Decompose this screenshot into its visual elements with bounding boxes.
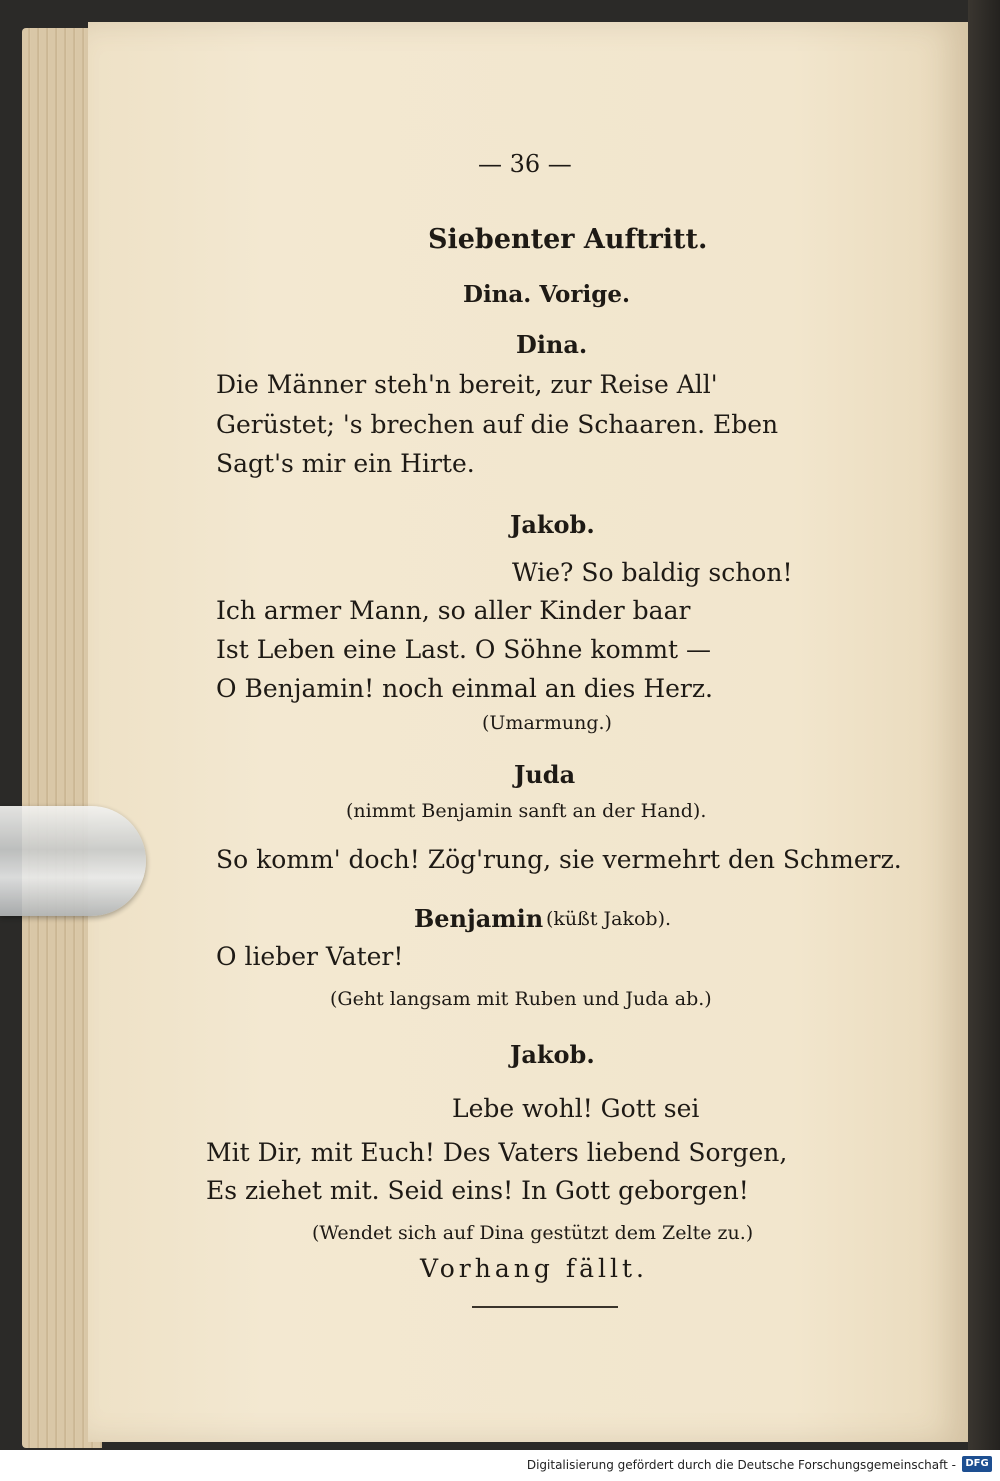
- speaker-jakob: Jakob.: [510, 1040, 595, 1069]
- verse-line: Lebe wohl! Gott sei: [452, 1094, 700, 1123]
- speaker-benjamin: Benjamin: [414, 904, 544, 933]
- stage-direction: (Geht langsam mit Ruben und Juda ab.): [330, 988, 712, 1010]
- speaker-dina: Dina.: [516, 330, 588, 359]
- verse-line: Es ziehet mit. Seid eins! In Gott geborgen!: [206, 1176, 749, 1205]
- speaker-juda: Juda: [514, 760, 576, 789]
- verse-line: Sagt's mir ein Hirte.: [216, 449, 475, 478]
- stage-direction: (Umarmung.): [482, 712, 612, 734]
- speaker-jakob: Jakob.: [510, 510, 595, 539]
- dfg-logo: DFG: [962, 1456, 992, 1472]
- verse-line: O lieber Vater!: [216, 942, 404, 971]
- verse-line: Ist Leben eine Last. O Söhne kommt —: [216, 635, 712, 664]
- closing-rule: [472, 1306, 618, 1308]
- verse-line: Gerüstet; 's brechen auf die Schaaren. Eben: [216, 410, 779, 439]
- verse-line: Wie? So baldig schon!: [512, 558, 793, 587]
- page-holder-clip: [0, 806, 146, 916]
- scene-title: Siebenter Auftritt.: [428, 224, 708, 255]
- curtain-line: Vorhang fällt.: [420, 1254, 648, 1283]
- cast-list: Dina. Vorige.: [463, 281, 630, 308]
- verse-line: Mit Dir, mit Euch! Des Vaters liebend Sorgen,: [206, 1138, 788, 1167]
- stage-direction: (nimmt Benjamin sanft an der Hand).: [346, 800, 707, 822]
- stage-direction: (küßt Jakob).: [546, 908, 672, 930]
- verse-line: Die Männer steh'n bereit, zur Reise All': [216, 370, 718, 399]
- digitization-credit: Digitalisierung gefördert durch die Deutsche Forschungsgemeinschaft -: [526, 1458, 956, 1472]
- page-number: — 36 —: [478, 150, 572, 178]
- verse-line: So komm' doch! Zög'rung, sie vermehrt den Schmerz.: [216, 845, 902, 874]
- verse-line: Ich armer Mann, so aller Kinder baar: [216, 596, 691, 625]
- verse-line: O Benjamin! noch einmal an dies Herz.: [216, 674, 713, 703]
- book-binding: [968, 0, 1000, 1450]
- stage-direction: (Wendet sich auf Dina gestützt dem Zelte zu.): [312, 1222, 754, 1244]
